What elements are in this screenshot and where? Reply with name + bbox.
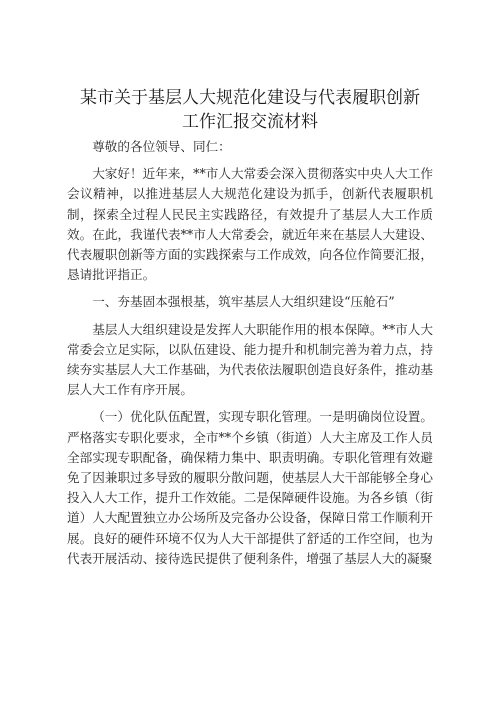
title-line-2: 工作汇报交流材料 — [182, 112, 318, 132]
title-line-1: 某市关于基层人大规范化建设与代表履职创新 — [80, 88, 420, 108]
section-heading-1: 一、夯基固本强根基，筑牢基层人大组织建设“压舱石” — [92, 294, 395, 310]
paragraph-subsection-1: （一）优化队伍配置，实现专职化管理。一是明确岗位设置。严格落实专职化要求，全市**个乡镇（街道）人大主席及工作人员全部实现专职配备，确保精力集中、职责明确。专职化管理有效避免了因兼职过多导致的履职分散问题，使基层人大干部能够全身心投入人大工作，提升工作效能。二是保障硬件设施。为各乡镇（街道）人大配置独立办公场所及完备办公设备，保障日常工作顺利开展。良好的硬件环境不仅为人大干部提供了舒适的工作空间，也为代表开展活动、接待选民提供了便利条件，增强了基层人大的凝聚 — [67, 409, 433, 566]
document-body — [67, 137, 433, 569]
paragraph-section-1: 基层人大组织建设是发挥人大职能作用的根本保障。**市人大常委会立足实际，以队伍建设、能力提升和机制完善为着力点，持续夯实基层人大工作基础，为代表依法履职创造良好条件，推动基层人大工作有序开展。 — [67, 321, 433, 398]
salutation: 尊敬的各位领导、同仁： — [92, 139, 231, 154]
document-title — [70, 86, 430, 134]
paragraph-intro: 大家好！近年来，**市人大常委会深入贯彻落实中央人大工作会议精神，以推进基层人大规范化建设为抓手，创新代表履职机制，探索全过程人民民主实践路径，有效提升了基层人大工作质效。在此，我谨代表**市人大常委会，就近年来在基层人大建设、代表履职创新等方面的实践探索与工作成效，向各位作简要汇报，恳请批评指正。 — [67, 166, 433, 283]
